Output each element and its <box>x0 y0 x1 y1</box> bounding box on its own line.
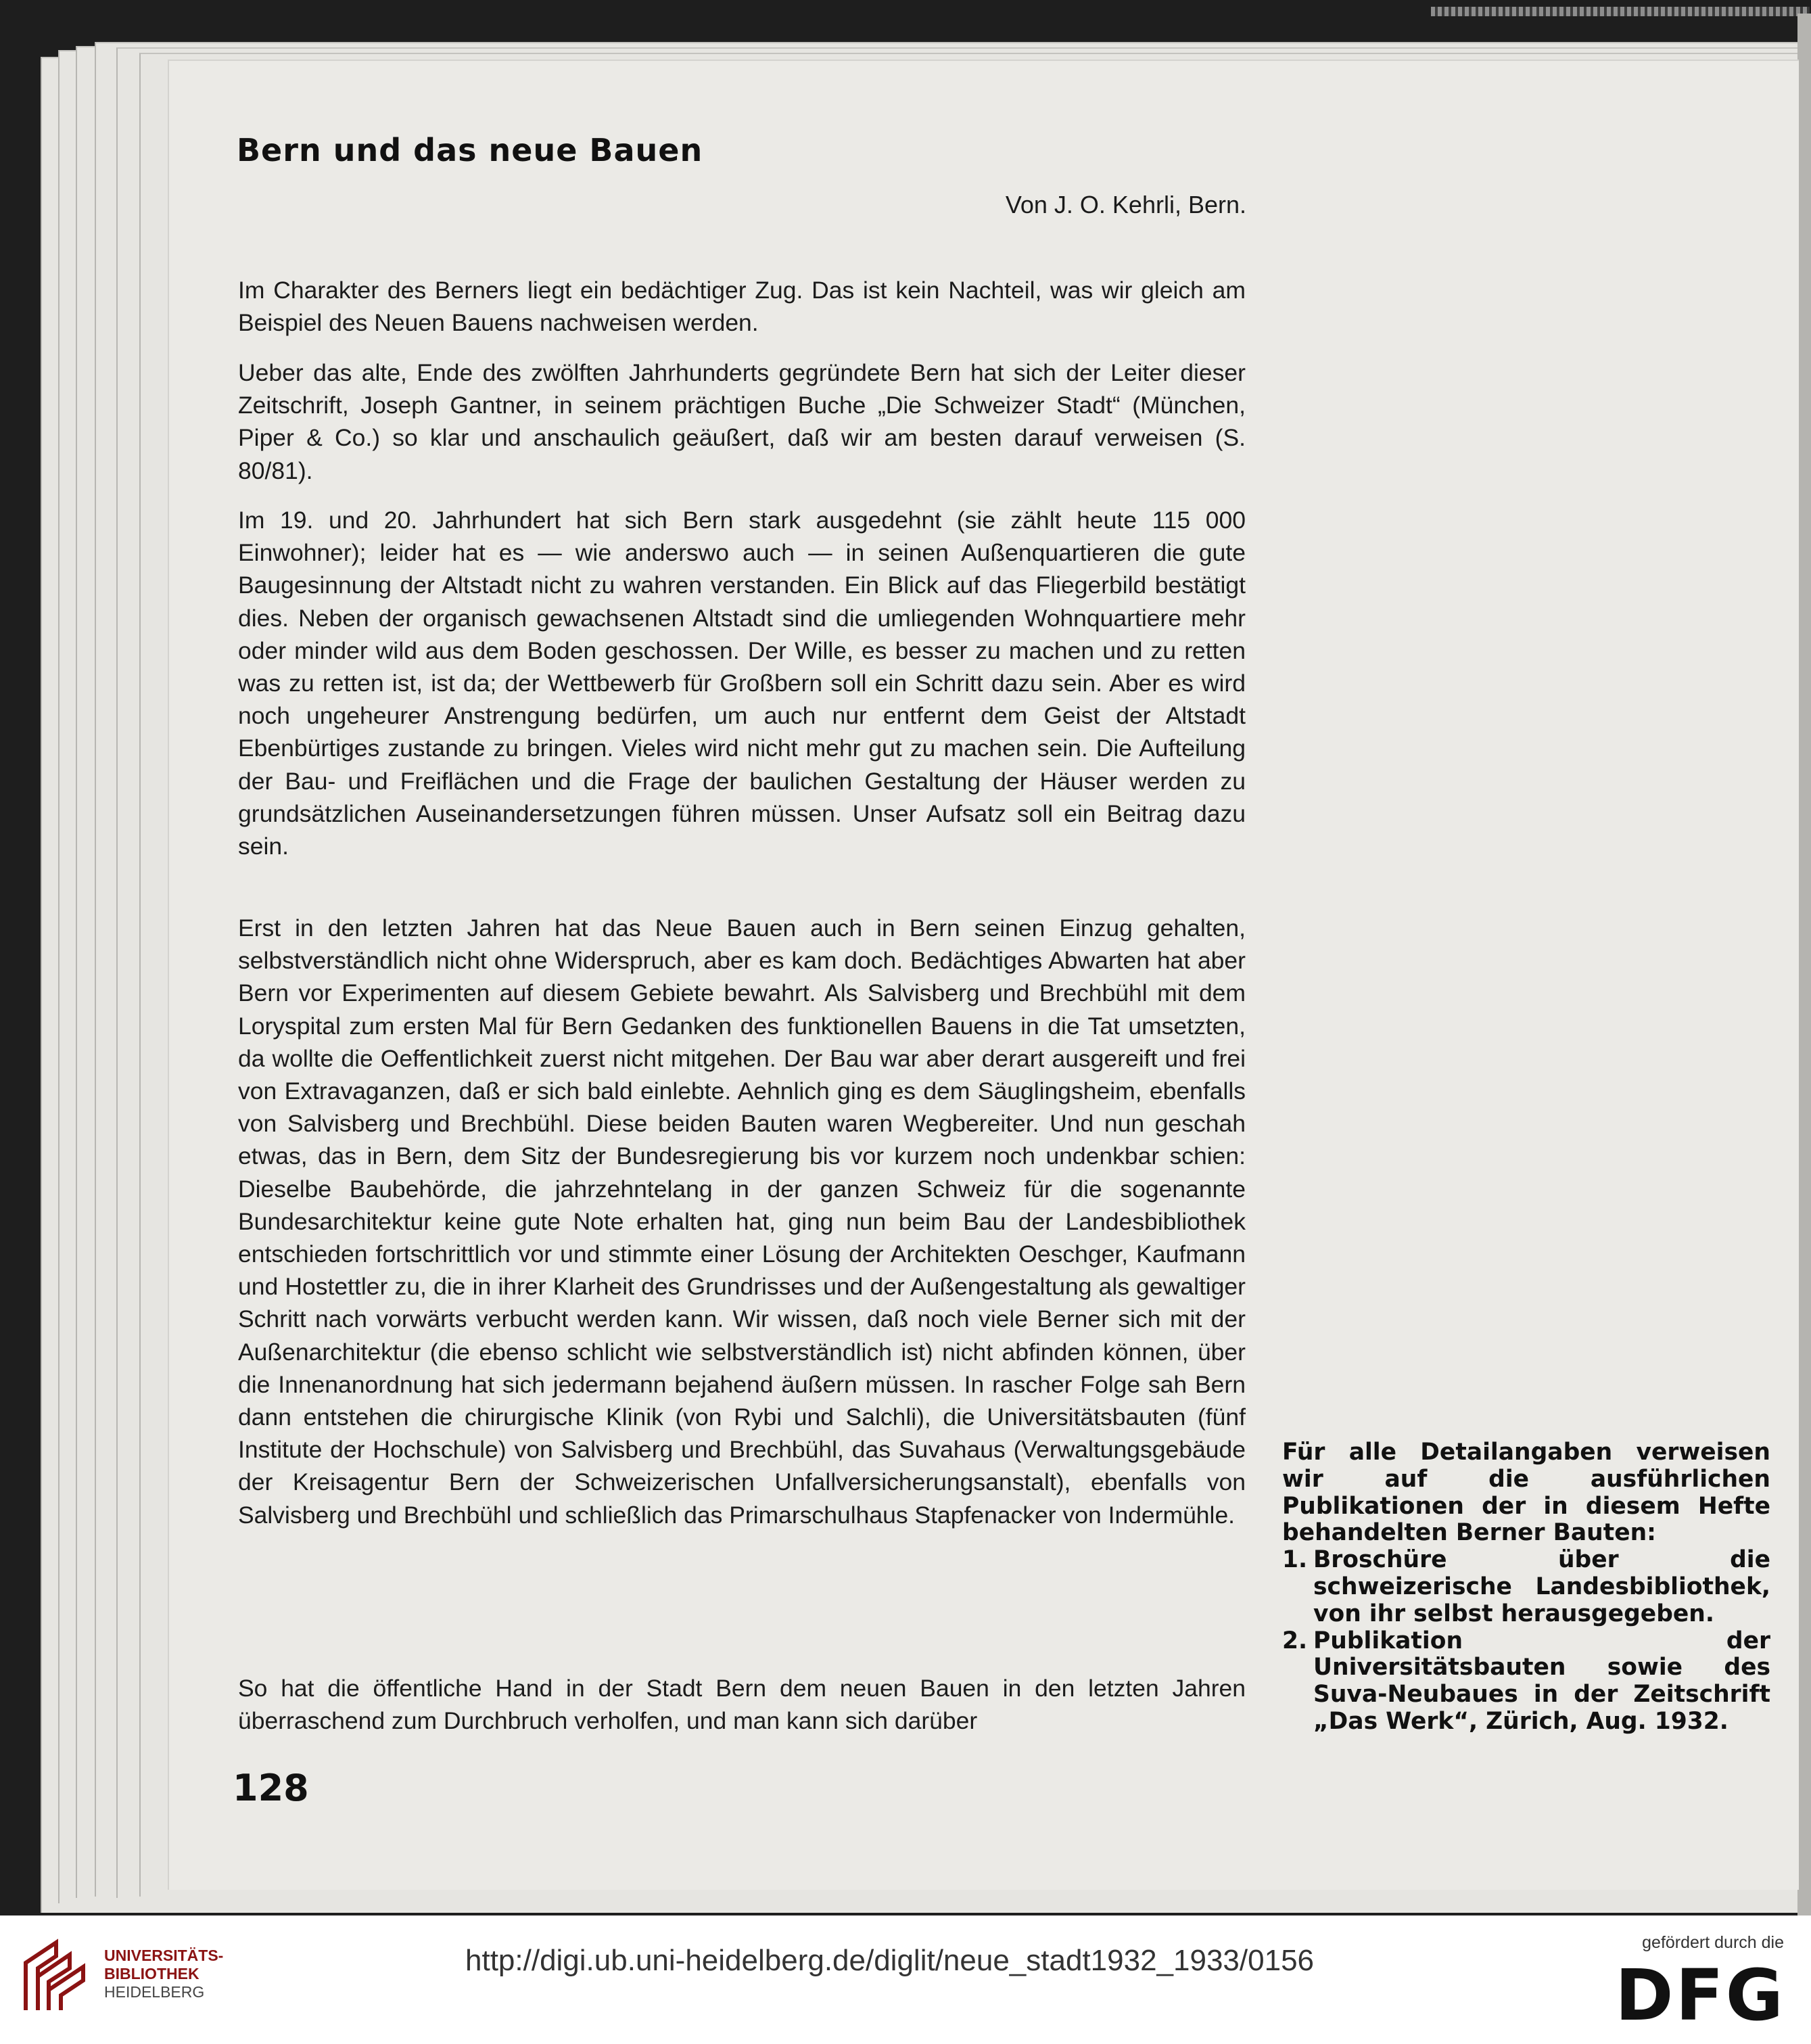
sidenote-item-number: 1. <box>1282 1546 1308 1574</box>
page-right-edge <box>1797 14 1811 1915</box>
university-library-logo-icon <box>19 1936 93 2017</box>
sidenote-item-number: 2. <box>1282 1627 1308 1654</box>
permalink-url[interactable]: http://digi.ub.uni-heidelberg.de/diglit/neue_stadt1932_1933/0156 <box>465 1944 1315 1977</box>
paragraph-3: Im 19. und 20. Jahrhundert hat sich Bern stark ausgedehnt (sie zählt heute 115 000 Einwohner); leider hat es — wie anderswo auch — in seinen Außenquartieren die gute Baugesinnung der Altstadt nicht zu wahren verstanden. Ein Blick auf das Fliegerbild bestätigt dies. Neben der organisch gewachsenen Altstadt sind die umliegenden Wohnquartiere mehr oder minder wild aus dem Boden geschossen. Der Wille, es besser zu machen und zu retten was zu retten ist, ist da; der Wettbewerb für Großbern soll ein Schritt dazu sein. Aber es wird noch ungeheurer Anstrengung bedürfen, um auch nur entfernt dem Geist der Altstadt Ebenbürtiges zustande zu bringen. Vieles wird nicht mehr gut zu machen sein. Die Aufteilung der Bau- und Freiflächen und die Frage der baulichen Gestaltung der Häuser werden zu grundsätzlichen Auseinandersetzungen führen müssen. Unser Aufsatz soll ein Beitrag dazu sein. <box>238 507 1246 860</box>
footer <box>0 1915 1811 2044</box>
sidenote-item-text: Broschüre über die schweizerische Landesbibliothek, von ihr selbst herausgegeben. <box>1313 1546 1770 1627</box>
library-name-line-1: UNIVERSITÄTS- <box>104 1947 224 1964</box>
library-name <box>104 1947 223 2001</box>
sidenote <box>1282 1439 1770 1736</box>
paragraph-4: Erst in den letzten Jahren hat das Neue Bauen auch in Bern seinen Einzug gehalten, selbstverständlich nicht ohne Widerspruch, aber es kam doch. Bedächtiges Abwarten hat aber Bern vor Experimenten auf diesem Gebiete bewahrt. Als Salvisberg und Brechbühl mit dem Loryspital zum ersten Mal für Bern Gedanken des funktionellen Bauens in die Tat umsetzten, da wollte die Oeffentlichkeit zuerst nicht mitgehen. Der Bau war aber derart ausgereift und frei von Extravaganzen, daß er sich bald einlebte. Aehnlich ging es dem Säuglingsheim, ebenfalls von Salvisberg und Brechbühl. Diese beiden Bauten waren Wegbereiter. Und nun geschah etwas, das in Bern, dem Sitz der Bundesregierung bis vor kurzem noch undenkbar schien: Dieselbe Baubehörde, die jahrzehntelang in der ganzen Schweiz für die sogenannte Bundesarchitektur keine gute Note erhalten hat, ging nun beim Bau der Landesbibliothek entschieden fortschrittlich vor und stimmte einer Lösung der Architekten Oeschger, Kaufmann und Hostettler zu, die in ihrer Klarheit des Grundrisses und der Außengestaltung als gewaltiger Schritt nach vorwärts verbucht werden kann. Wir wissen, daß noch viele Berner sich mit der Außenarchitektur (die ebenso schlicht wie selbstverständlich ist) nicht abfinden können, über die Innenanordnung hat sich jedermann bejahend äußern müssen. In rascher Folge sah Bern dann entstehen die chirurgische Klinik (von Rybi und Salchli), die Universitätsbauten (fünf Institute der Hochschule) von Salvisberg und Brechbühl, das Suvahaus (Verwaltungsgebäude der Kreisagentur Bern der Schweizerischen Unfallversicherungsanstalt), ebenfalls von Salvisberg und Brechbühl und schließlich das Primarschulhaus Stapfenacker von Indermühle. <box>238 914 1246 1529</box>
library-name-line-2: BIBLIOTHEK <box>104 1965 199 1982</box>
article-byline: Von J. O. Kehrli, Bern. <box>1005 191 1246 218</box>
sidenote-item <box>1282 1628 1770 1736</box>
page-number: 128 <box>233 1767 309 1809</box>
paragraph-1: Im Charakter des Berners liegt ein bedächtiger Zug. Das ist kein Nachteil, was wir gleich am Beispiel des Neuen Bauens nachweisen werden. <box>238 277 1246 337</box>
dfg-logo: DFG <box>1615 1954 1785 2037</box>
scan-edge-marks <box>1431 7 1810 16</box>
sidenote-item <box>1282 1547 1770 1627</box>
paragraph-5: So hat die öffentliche Hand in der Stadt Bern dem neuen Bauen in den letzten Jahren überraschend zum Durchbruch verholfen, und man kann sich darüber <box>238 1675 1246 1735</box>
sidenote-item-text: Publikation der Universitätsbauten sowie des Suva-Neubaues in der Zeitschrift „Das Werk“, Zürich, Aug. 1932. <box>1313 1627 1770 1735</box>
funded-by-label: gefördert durch die <box>1642 1933 1784 1952</box>
sidenote-intro: Für alle Detailangaben verweisen wir auf die ausführlichen Publikationen der in diesem Hefte behandelten Berner Bauten: <box>1282 1439 1770 1547</box>
article-title: Bern und das neue Bauen <box>237 132 703 168</box>
paragraph-2: Ueber das alte, Ende des zwölften Jahrhunderts gegründete Bern hat sich der Leiter dieser Zeitschrift, Joseph Gantner, in seinem prächtigen Buche „Die Schweizer Stadt“ (München, Piper & Co.) so klar und anschaulich geäußert, daß wir am besten darauf verweisen (S. 80/81). <box>238 359 1246 484</box>
sidenote-list <box>1282 1547 1770 1736</box>
library-name-line-3: HEIDELBERG <box>104 1983 205 2001</box>
